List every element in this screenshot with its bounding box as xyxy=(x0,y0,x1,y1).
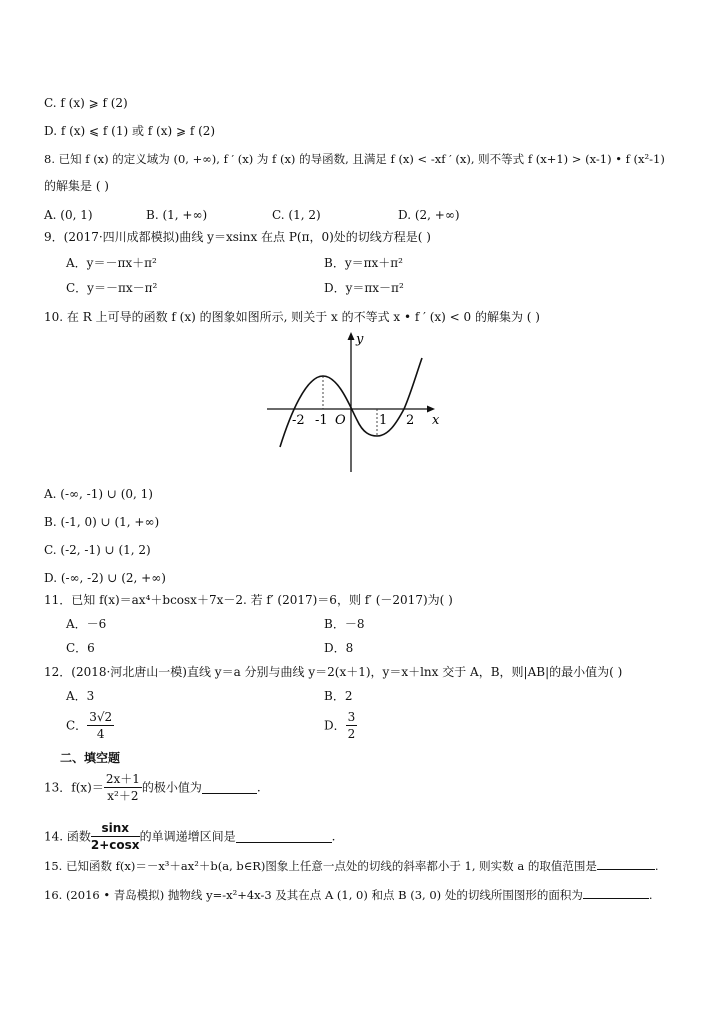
q12-option-d-label: D． xyxy=(324,718,346,733)
q16-end: . xyxy=(648,888,653,902)
q9-option-c: C．y＝－πx－π² xyxy=(66,281,158,295)
q8-option-d: D. (2, +∞) xyxy=(398,208,460,222)
q10-option-a: A. (-∞, -1) ∪ (0, 1) xyxy=(44,487,153,501)
q11-option-b: B．－8 xyxy=(324,617,365,631)
q14-fraction xyxy=(91,820,140,853)
numerator: sinx xyxy=(91,820,140,837)
numerator: 3√2 xyxy=(89,710,113,724)
q8-stem: 8. 已知 f (x) 的定义域为 (0, +∞), f ′ (x) 为 f (x) 的导函数, 且满足 f (x) < -xf ′ (x), 则不等式 f (x+1) > (x-1) • f (x²-1) xyxy=(44,152,665,166)
q7-option-d: D. f (x) ⩽ f (1) 或 f (x) ⩾ f (2) xyxy=(44,124,216,138)
q14-end: . xyxy=(331,829,336,844)
denominator: 2 xyxy=(347,727,356,741)
numerator: 3 xyxy=(347,710,356,724)
q13-fraction xyxy=(104,771,142,804)
denominator: x²＋2 xyxy=(107,789,139,803)
q10-function-graph xyxy=(262,330,447,478)
q10-option-c: C. (-2, -1) ∪ (1, 2) xyxy=(44,543,151,557)
q15-stem: 15. 已知函数 f(x)＝－x³＋ax²＋b(a, b∈R)图象上任意一点处的切线的斜率都小于 1, 则实数 a 的取值范围是 xyxy=(44,859,597,873)
origin-label: O xyxy=(335,413,346,428)
q16-answer-blank[interactable] xyxy=(583,886,649,899)
q10-stem: 10. 在 R 上可导的函数 f (x) 的图象如图所示, 则关于 x 的不等式 x • f ′ (x) < 0 的解集为 ( ) xyxy=(44,310,540,324)
q12-option-c-label: C． xyxy=(66,718,88,733)
q13 xyxy=(44,771,261,804)
q12-option-c-fraction xyxy=(87,709,114,742)
x-axis-arrow xyxy=(427,406,435,413)
q14-answer-blank[interactable] xyxy=(236,830,332,843)
q12-stem: 12．(2018·河北唐山一模)直线 y＝a 分别与曲线 y＝2(x＋1)，y＝x＋lnx 交于 A，B，则|AB|的最小值为( ) xyxy=(44,665,623,679)
q13-suffix: 的极小值为 xyxy=(141,780,202,795)
q12-option-c xyxy=(66,709,114,742)
q15-end: . xyxy=(654,859,659,873)
q12-option-d xyxy=(324,709,357,742)
q16-stem: 16. (2016 • 青岛模拟) 抛物线 y=-x²+4x-3 及其在点 A (1, 0) 和点 B (3, 0) 处的切线所围图形的面积为 xyxy=(44,888,583,902)
x-axis-label: x xyxy=(432,413,440,428)
q12-option-d-fraction xyxy=(346,709,358,742)
q8-option-a: A. (0, 1) xyxy=(44,208,93,222)
q13-prefix: 13．f(x)＝ xyxy=(44,780,104,795)
q12-option-a: A．3 xyxy=(66,689,95,703)
q12-option-b: B．2 xyxy=(324,689,353,703)
denominator: 2+cosx xyxy=(90,838,140,852)
q15 xyxy=(44,857,659,874)
q8-option-c: C. (1, 2) xyxy=(272,208,321,222)
q8-stem-cont: 的解集是 ( ) xyxy=(44,179,109,193)
tick-label-minus-1: -1 xyxy=(315,413,328,428)
q16 xyxy=(44,886,652,903)
q13-end: . xyxy=(256,780,261,795)
q8-option-b: B. (1, +∞) xyxy=(146,208,208,222)
q10-option-b: B. (-1, 0) ∪ (1, +∞) xyxy=(44,515,160,529)
q11-stem: 11．已知 f(x)＝ax⁴＋bcosx＋7x－2. 若 f′ (2017)＝6，则 f′ (－2017)为( ) xyxy=(44,593,453,607)
q9-option-a: A．y＝－πx＋π² xyxy=(66,256,157,270)
q13-answer-blank[interactable] xyxy=(202,781,257,794)
q11-option-a: A．－6 xyxy=(66,617,107,631)
q9-stem: 9．(2017·四川成都模拟)曲线 y＝xsinx 在点 P(π，0)处的切线方程是( ) xyxy=(44,230,431,244)
q10-option-d: D. (-∞, -2) ∪ (2, +∞) xyxy=(44,571,166,585)
q14 xyxy=(44,820,335,853)
numerator: 2x＋1 xyxy=(105,772,140,786)
q9-option-b: B．y＝πx＋π² xyxy=(324,256,403,270)
tick-label-2: 2 xyxy=(406,413,415,428)
y-axis-label: y xyxy=(356,332,364,347)
tick-label-1: 1 xyxy=(379,413,388,428)
q11-option-d: D．8 xyxy=(324,641,354,655)
q15-answer-blank[interactable] xyxy=(597,857,655,870)
q11-option-c: C．6 xyxy=(66,641,95,655)
denominator: 4 xyxy=(96,727,105,741)
q7-option-c: C. f (x) ⩾ f (2) xyxy=(44,96,128,110)
q9-option-d: D．y＝πx－π² xyxy=(324,281,404,295)
q14-suffix: 的单调递增区间是 xyxy=(139,829,236,844)
section-title-fill-in: 二、填空题 xyxy=(60,751,121,765)
tick-label-minus-2: -2 xyxy=(292,413,305,428)
q14-prefix: 14. 函数 xyxy=(44,829,91,844)
y-axis-arrow xyxy=(348,332,355,340)
